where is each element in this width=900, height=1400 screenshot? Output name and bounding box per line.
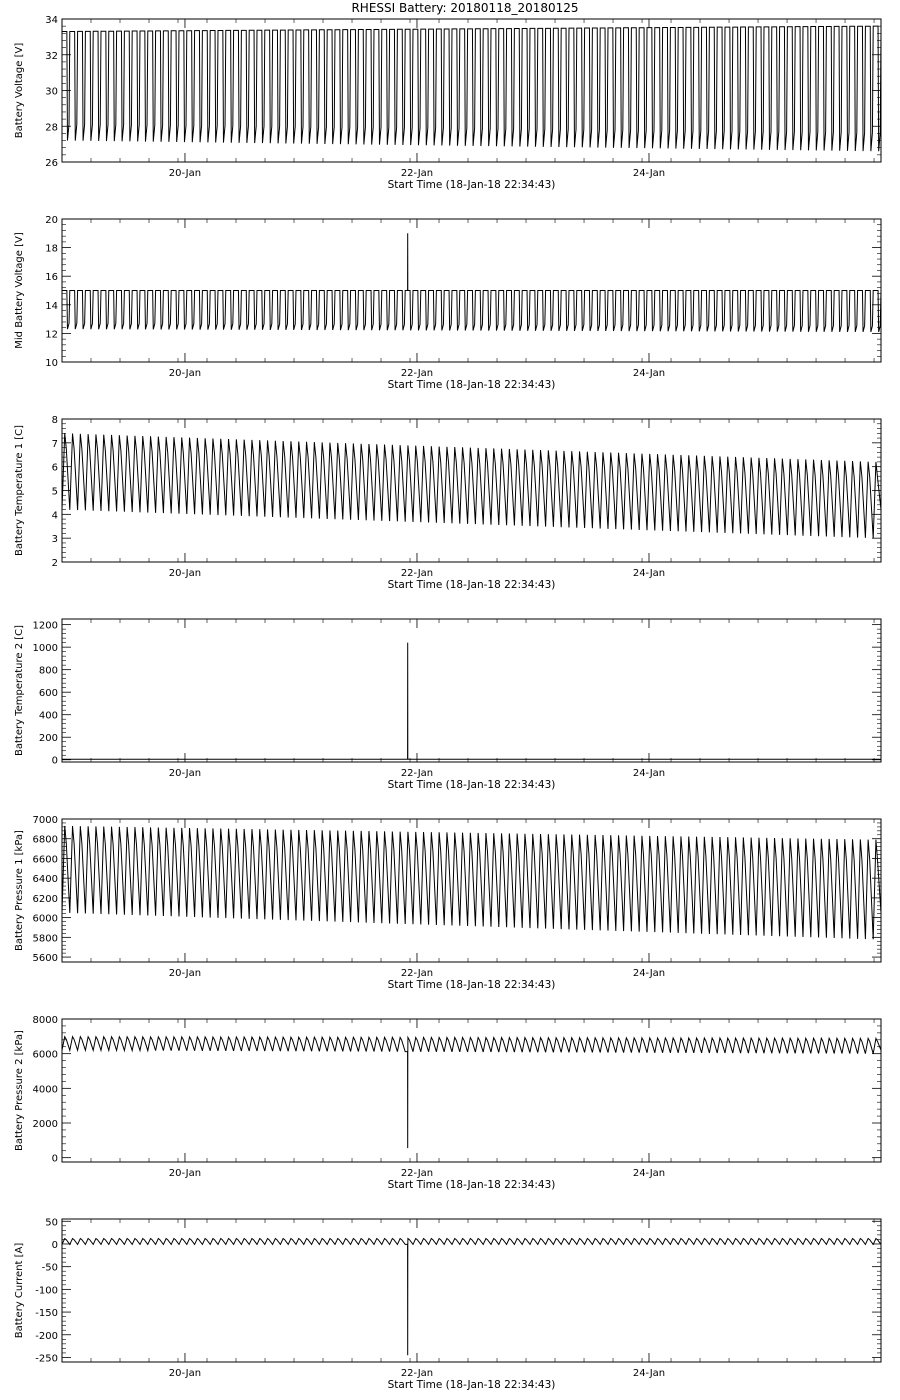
x-tick-label: 20-Jan [168,1168,202,1179]
y-tick-label: 50 [45,1217,58,1229]
x-tick-label: 20-Jan [168,568,202,579]
y-tick-label: 20 [45,215,58,226]
y-tick-label: 30 [45,86,58,98]
y-tick-label: 5 [51,486,58,498]
y-tick-label: 26 [45,158,58,169]
x-tick-label: 20-Jan [168,168,202,179]
y-tick-label: 6600 [32,854,58,866]
y-minor-ticks [62,1226,881,1353]
y-axis-label: Mid Battery Voltage [V] [14,232,25,349]
y-tick-label: 6000 [32,913,58,925]
x-tick-label: 24-Jan [632,768,666,779]
y-tick-label: 2000 [32,1119,58,1130]
plot-frame [62,619,881,762]
series-line [62,1239,881,1356]
y-tick-label: 800 [38,665,58,677]
y-tick-label: 4 [51,510,58,522]
y-axis-label: Battery Pressure 2 [kPa] [14,1030,25,1151]
y-axis-label: Battery Voltage [V] [14,42,25,139]
y-tick-label: 12 [45,329,58,341]
y-tick-label: 8000 [32,1015,58,1026]
y-tick-label: -50 [41,1262,58,1274]
panel-2 [14,215,881,391]
series-line [62,26,881,151]
panel-1 [14,15,881,191]
panel-4 [14,619,881,791]
y-tick-label: -150 [35,1308,58,1320]
x-tick-label: 22-Jan [400,168,434,179]
y-tick-label: -250 [35,1353,58,1365]
y-tick-label: -200 [35,1330,58,1342]
y-tick-label: 6200 [32,893,58,905]
y-tick-label: 1000 [32,643,58,655]
y-tick-label: 2 [51,558,58,569]
figure-title: RHESSI Battery: 20180118_20180125 [351,1,579,15]
x-tick-label: 24-Jan [632,1168,666,1179]
y-tick-label: 4000 [32,1084,58,1096]
y-tick-label: 400 [38,710,58,722]
y-tick-label: 14 [45,300,58,312]
y-tick-label: 6 [51,462,58,474]
y-tick-label: 8 [51,415,58,426]
y-tick-label: 5800 [32,933,58,945]
x-axis-label: Start Time (18-Jan-18 22:34:43) [387,1179,556,1191]
panel-7 [14,1217,881,1391]
y-tick-label: 18 [45,243,58,255]
series-line [62,1037,881,1148]
y-tick-label: -100 [35,1285,58,1297]
y-tick-label: 0 [51,755,58,767]
x-minor-ticks [62,419,874,562]
x-axis-label: Start Time (18-Jan-18 22:34:43) [387,379,556,391]
y-tick-label: 200 [38,733,58,745]
x-tick-label: 24-Jan [632,968,666,979]
panel-6 [14,1015,881,1191]
x-tick-label: 22-Jan [400,568,434,579]
y-tick-label: 5600 [32,953,58,965]
x-axis-label: Start Time (18-Jan-18 22:34:43) [387,579,556,591]
x-tick-label: 24-Jan [632,368,666,379]
x-tick-label: 24-Jan [632,568,666,579]
panel-5 [14,815,881,991]
series-line [62,233,881,332]
y-axis-label: Battery Temperature 2 [C] [14,624,25,757]
y-tick-label: 6400 [32,874,58,886]
x-tick-label: 24-Jan [632,1368,666,1379]
x-minor-ticks [62,819,874,962]
x-axis-label: Start Time (18-Jan-18 22:34:43) [387,1379,556,1391]
x-tick-label: 24-Jan [632,168,666,179]
y-tick-label: 28 [45,122,58,134]
x-tick-label: 22-Jan [400,368,434,379]
panels [14,15,881,1391]
y-tick-label: 1200 [32,620,58,632]
x-tick-label: 22-Jan [400,968,434,979]
y-axis-label: Battery Current [A] [14,1242,25,1339]
y-tick-label: 0 [51,1239,58,1251]
x-tick-label: 22-Jan [400,1368,434,1379]
y-axis-label: Battery Pressure 1 [kPa] [14,830,25,951]
y-tick-label: 600 [38,688,58,700]
y-tick-label: 6000 [32,1049,58,1061]
y-tick-label: 7000 [32,815,58,826]
series-line [62,643,881,760]
x-axis-label: Start Time (18-Jan-18 22:34:43) [387,179,556,191]
x-axis-label: Start Time (18-Jan-18 22:34:43) [387,979,556,991]
x-tick-label: 22-Jan [400,768,434,779]
x-tick-label: 22-Jan [400,1168,434,1179]
y-tick-label: 34 [45,15,58,26]
y-axis-label: Battery Temperature 1 [C] [14,424,25,557]
y-tick-label: 10 [45,358,58,369]
panel-3 [14,415,881,591]
plot-frame [62,819,881,962]
x-tick-label: 20-Jan [168,768,202,779]
series-line [62,826,881,939]
y-tick-label: 32 [45,50,58,62]
y-minor-ticks [62,629,881,755]
x-tick-label: 20-Jan [168,1368,202,1379]
x-axis-label: Start Time (18-Jan-18 22:34:43) [387,779,556,791]
x-minor-ticks [62,619,874,762]
y-tick-label: 0 [51,1153,58,1165]
y-tick-label: 16 [45,272,58,284]
x-tick-label: 20-Jan [168,968,202,979]
y-tick-label: 7 [51,438,58,450]
x-tick-label: 20-Jan [168,368,202,379]
y-tick-label: 6800 [32,834,58,846]
series-line [62,433,881,538]
y-tick-label: 3 [51,534,58,546]
